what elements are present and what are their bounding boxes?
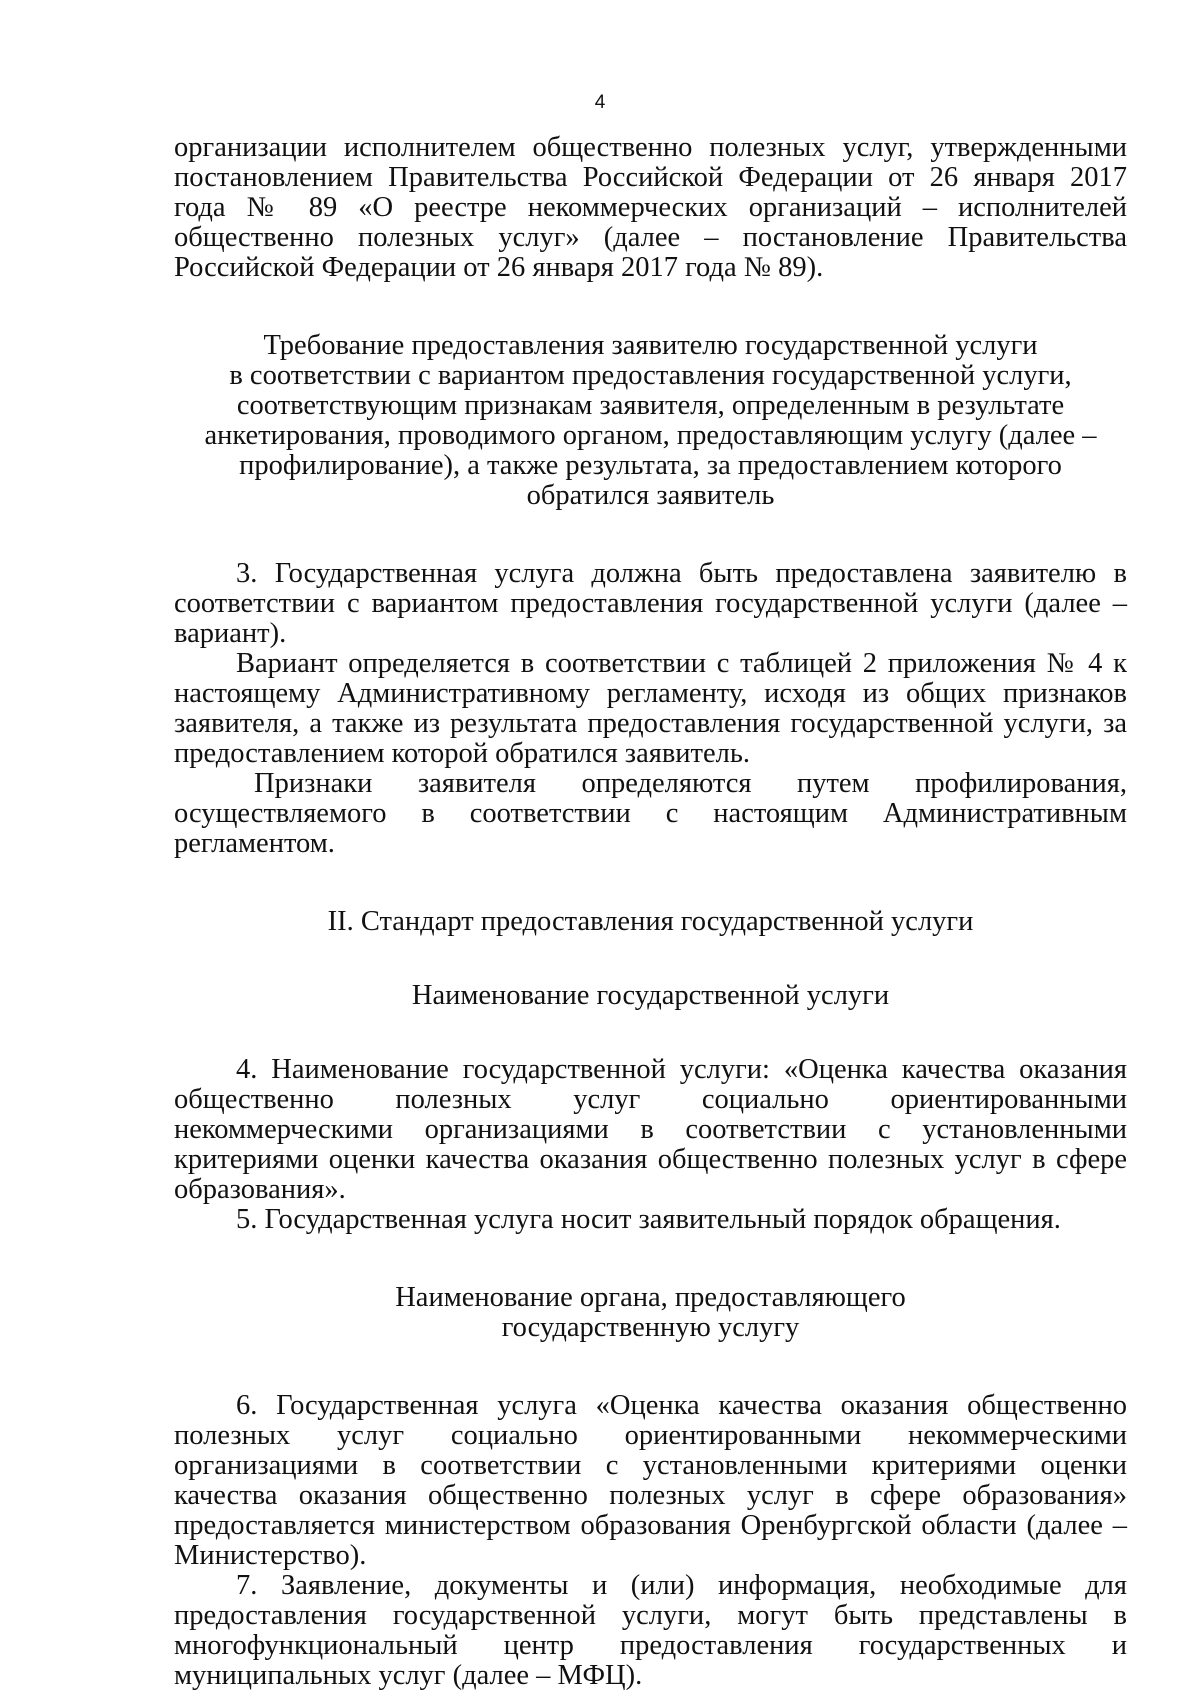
document-body [174, 133, 1127, 1691]
requirement-heading-line: в соответствии с вариантом предоставления государственной услуги, [229, 360, 1072, 391]
service-name-heading: Наименование государственной услуги [411, 980, 890, 1011]
requirement-heading [174, 331, 1127, 511]
requirement-heading-line: анкетирования, проводимого органом, предоставляющим услугу (далее – [204, 420, 1097, 451]
paragraph-7: 7. Заявление, документы и (или) информация, необходимые для предоставления государственной услуги, могут быть представлены в многофункциональный центр предоставления государственных и муниципальных услуг (далее – МФЦ). [174, 1570, 1127, 1691]
authority-heading-line: Наименование органа, предоставляющего [395, 1282, 906, 1313]
requirement-heading-line: соответствующим признакам заявителя, определенным в результате [236, 390, 1065, 421]
authority-heading [174, 1283, 1127, 1343]
requirement-heading-line: обратился заявитель [526, 480, 775, 511]
paragraph-3: 3. Государственная услуга должна быть предоставлена заявителю в соответствии с вариантом предоставления государственной услуги (далее – вариант). [174, 558, 1127, 649]
authority-heading-line: государственную услугу [501, 1312, 800, 1343]
paragraph-5: 5. Государственная услуга носит заявительный порядок обращения. [236, 1204, 1061, 1235]
page-number: 4 [594, 92, 606, 113]
paragraph-variant: Вариант определяется в соответствии с таблицей 2 приложения № 4 к настоящему Административному регламенту, исходя из общих признаков заявителя, а также из результата предоставления государственной услуги, за предоставлением которой обратился заявитель. [174, 648, 1127, 769]
requirement-heading-line: Требование предоставления заявителю государственной услуги [263, 330, 1038, 361]
paragraph-6: 6. Государственная услуга «Оценка качества оказания общественно полезных услуг социально ориентированными некоммерческими организациями в соответствии с установленными критериями оценки качества оказания общественно полезных услуг в сфере образования» предоставляется министерством образования Оренбургской области (далее – Министерство). [174, 1390, 1127, 1571]
standard-heading: II. Стандарт предоставления государственной услуги [327, 906, 974, 937]
continuation-paragraph: организации исполнителем общественно полезных услуг, утвержденными постановлением Правительства Российской Федерации от 26 января 2017 года № 89 «О реестре некоммерческих организаций – исполнителей общественно полезных услуг» (далее – постановление Правительства Российской Федерации от 26 января 2017 года № 89). [174, 132, 1127, 283]
requirement-heading-line: профилирование), а также результата, за предоставлением которого [239, 450, 1062, 481]
paragraph-4: 4. Наименование государственной услуги: «Оценка качества оказания общественно полезных услуг социально ориентированными некоммерческими организациями в соответствии с установленными критериями оценки качества оказания общественно полезных услуг в сфере образования». [174, 1054, 1127, 1205]
paragraph-applicant-features: Признаки заявителя определяются путем профилирования, осуществляемого в соответствии с настоящим Административным регламентом. [174, 768, 1127, 859]
